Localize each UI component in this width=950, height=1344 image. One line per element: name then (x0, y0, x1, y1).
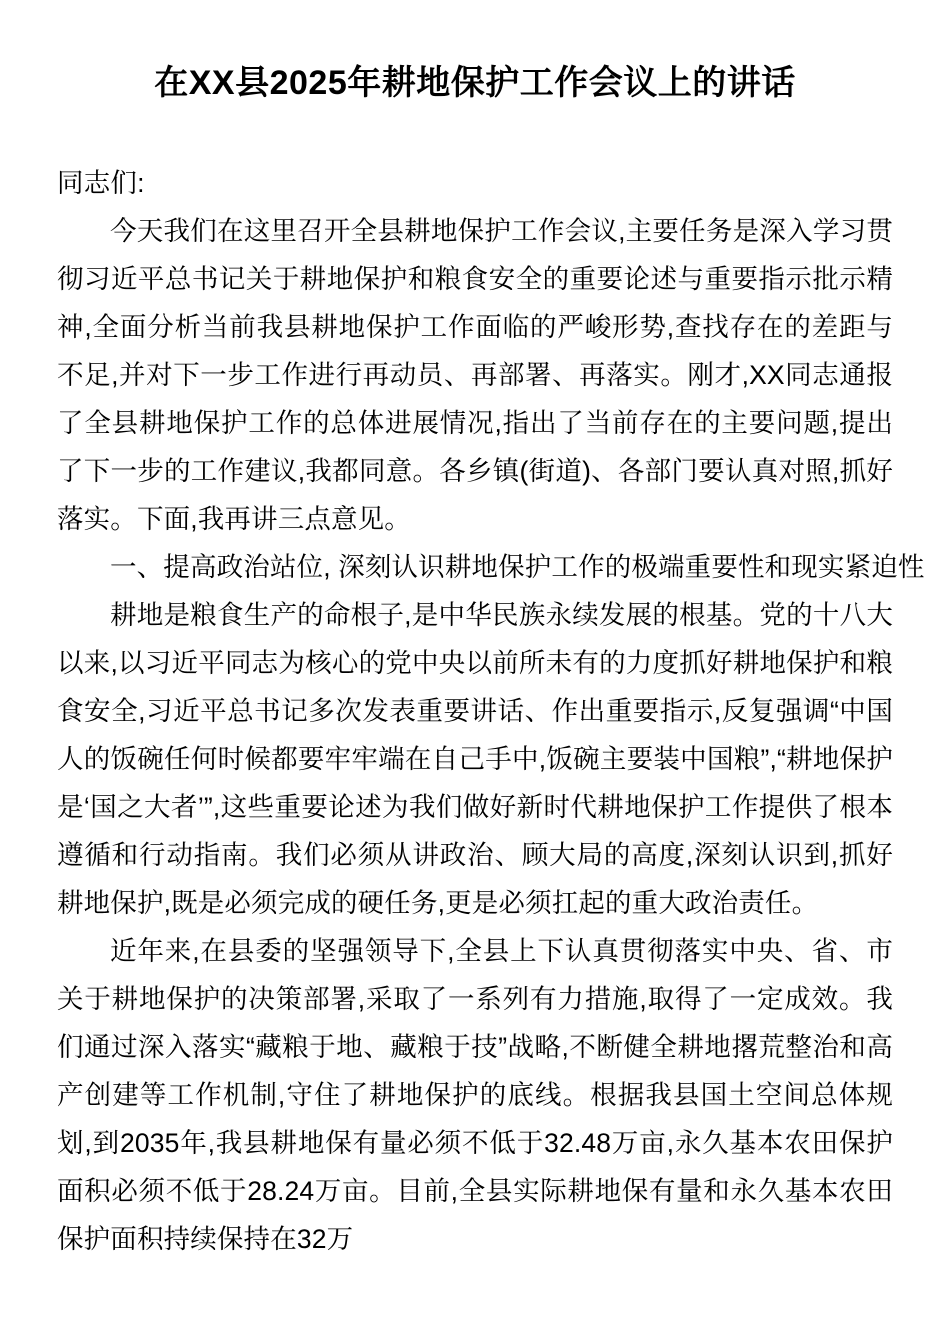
title-spacer (57, 105, 893, 159)
section-one-paragraph-one: 耕地是粮食生产的命根子,是中华民族永续发展的根基。党的十八大以来,以习近平同志为核心的党中央以前所未有的力度抓好耕地保护和粮食安全,习近平总书记多次发表重要讲话、作出重要指示,反复强调“中国人的饭碗任何时候都要牢牢端在自己手中,饭碗主要装中国粮”,“耕地保护是‘国之大者’”,这些重要论述为我们做好新时代耕地保护工作提供了根本遵循和行动指南。我们必须从讲政治、顾大局的高度,深刻认识到,抓好耕地保护,既是必须完成的硬任务,更是必须扛起的重大政治责任。 (57, 599, 893, 918)
section-heading-one: 一、提高政治站位, 深刻认识耕地保护工作的极端重要性和现实紧迫性 (110, 551, 925, 582)
section-one-paragraph-two: 近年来,在县委的坚强领导下,全县上下认真贯彻落实中央、省、市关于耕地保护的决策部署,采取了一系列有力措施,取得了一定成效。我们通过深入落实“藏粮于地、藏粮于技”战略,不断健全耕地撂荒整治和高产创建等工作机制,守住了耕地保护的底线。根据我县国土空间总体规划,到2035年,我县耕地保有量必须不低于32.48万亩,永久基本农田保护面积必须不低于28.24万亩。目前,全县实际耕地保有量和永久基本农田保护面积持续保持在32万 (57, 935, 893, 1254)
page-title: 在XX县2025年耕地保护工作会议上的讲话 (154, 64, 796, 102)
opening-paragraph: 今天我们在这里召开全县耕地保护工作会议,主要任务是深入学习贯彻习近平总书记关于耕地保护和粮食安全的重要论述与重要指示批示精神,全面分析当前我县耕地保护工作面临的严峻形势,查找存在的差距与不足,并对下一步工作进行再动员、再部署、再落实。刚才,XX同志通报了全县耕地保护工作的总体进展情况,指出了当前存在的主要问题,提出了下一步的工作建议,我都同意。各乡镇(街道)、各部门要认真对照,抓好落实。下面,我再讲三点意见。 (57, 215, 893, 534)
salutation: 同志们: (57, 167, 145, 198)
document-body (57, 0, 925, 1263)
